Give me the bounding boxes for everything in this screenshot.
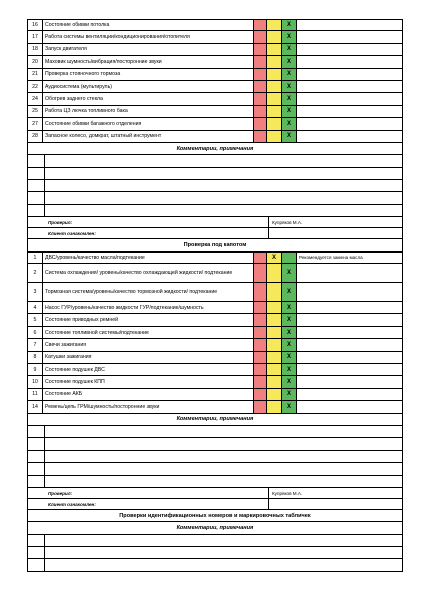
yellow-cell [267,20,282,30]
red-cell [254,283,267,301]
comments-title-2: Комментарии, примечания [27,414,403,426]
row-name: Проверка стояночного тормоза [43,69,254,80]
comments-title-1: Комментарии, примечания [27,143,403,155]
red-cell [254,401,267,412]
sign-divider [268,499,269,509]
checked-row-2 [27,488,403,499]
green-cell: X [282,131,297,142]
green-cell: X [282,118,297,129]
red-cell [254,314,267,325]
row-number: 20 [27,56,43,67]
yellow-cell [267,302,282,313]
yellow-cell [267,106,282,117]
row-number: 4 [27,302,43,313]
row-name: Маховик шумность/вибрация/посторонние звуки [43,56,254,67]
row-name: Состояние обивки потолка [43,20,254,30]
yellow-cell [267,31,282,42]
table-row [27,401,403,413]
row-name: Состояние подушек КПП [43,376,254,387]
checked-row-1 [27,217,403,228]
row-note: Рекомендуется замена масла [297,253,403,263]
yellow-cell [267,81,282,92]
table-row [27,56,403,68]
row-note [297,283,403,301]
green-cell: X [282,389,297,400]
table-row [27,31,403,43]
row-number: 7 [27,339,43,350]
green-cell: X [282,327,297,338]
row-name: Катушки зажигания [43,352,254,363]
green-cell: X [282,339,297,350]
row-name: ДВС/уровень/качество масла/подтекание [43,253,254,263]
red-cell [254,20,267,30]
table-row [27,106,403,118]
table-row [27,69,403,81]
row-name: Тормозная система/уровень/качество тормозной жидкости/ подтекание [43,283,254,301]
row-note [297,327,403,338]
sign-divider [268,228,269,238]
row-name: Работа системы вентиляции/кондиционирования/отопителя [43,31,254,42]
row-note [297,302,403,313]
row-number: 5 [27,314,43,325]
table-row [27,19,403,31]
green-cell: X [282,364,297,375]
blank-indent [28,476,45,487]
yellow-cell [267,118,282,129]
green-cell: X [282,20,297,30]
table-row [27,252,403,264]
row-note [297,31,403,42]
red-cell [254,264,267,282]
client-row-1 [27,228,403,239]
row-note [297,389,403,400]
table-row [27,131,403,143]
comments-lines-1 [27,155,403,217]
row-number: 6 [27,327,43,338]
row-number: 18 [27,44,43,55]
red-cell [254,131,267,142]
blank-indent [28,168,45,179]
comments-lines-3 [27,535,403,572]
blank-line [27,155,403,167]
green-cell: X [282,376,297,387]
blank-line [27,426,403,438]
blank-line [27,438,403,450]
green-cell: X [282,81,297,92]
client-label: Клиент ознакомлен: [48,501,96,507]
yellow-cell [267,93,282,104]
blank-line [27,476,403,488]
row-number: 8 [27,352,43,363]
row-number: 27 [27,118,43,129]
red-cell [254,389,267,400]
inspector-name: Купряков М.А. [272,220,303,226]
row-number: 28 [27,131,43,142]
red-cell [254,253,267,263]
blank-indent [28,547,45,558]
blank-line [27,180,403,192]
table-row [27,264,403,283]
row-note [297,20,403,30]
red-cell [254,352,267,363]
blank-line [27,192,403,204]
checked-label: Проверил: [48,490,73,496]
yellow-cell [267,69,282,80]
row-number: 22 [27,81,43,92]
green-cell: X [282,44,297,55]
red-cell [254,44,267,55]
row-number: 17 [27,31,43,42]
blank-line [27,451,403,463]
red-cell [254,81,267,92]
blank-indent [28,192,45,203]
row-note [297,81,403,92]
green-cell: X [282,352,297,363]
green-cell: X [282,106,297,117]
yellow-cell [267,327,282,338]
table-row [27,118,403,130]
row-name: Состояние топливной системы/подтекание [43,327,254,338]
green-cell: X [282,93,297,104]
green-cell: X [282,314,297,325]
blank-indent [28,180,45,191]
row-note [297,376,403,387]
blank-indent [28,535,45,546]
row-number: 3 [27,283,43,301]
red-cell [254,93,267,104]
green-cell: X [282,302,297,313]
table-row [27,314,403,326]
comments-title-3: Комментарии, примечания [27,522,403,534]
row-number: 14 [27,401,43,412]
table-row [27,93,403,105]
blank-line [27,559,403,571]
row-name: Свечи зажигания [43,339,254,350]
row-name: Состояние АКБ [43,389,254,400]
yellow-cell [267,376,282,387]
blank-indent [28,463,45,474]
row-number: 11 [27,389,43,400]
green-cell: X [282,264,297,282]
green-cell: X [282,401,297,412]
blank-line [27,205,403,217]
row-number: 9 [27,364,43,375]
blank-indent [28,451,45,462]
client-label: Клиент ознакомлен: [48,231,96,237]
client-row-2 [27,499,403,510]
row-note [297,56,403,67]
green-cell: X [282,283,297,301]
red-cell [254,31,267,42]
blank-indent [28,426,45,437]
row-note [297,93,403,104]
row-number: 21 [27,69,43,80]
row-note [297,44,403,55]
sign-divider [268,488,269,498]
blank-indent [28,559,45,570]
row-name: Ремень/цепь ГРМ/шумность/посторонние звуки [43,401,254,412]
red-cell [254,118,267,129]
row-number: 24 [27,93,43,104]
row-name: Система охлаждения/ уровень/качество охлаждающей жидкости/ подтекание [43,264,254,282]
yellow-cell [267,314,282,325]
table-row [27,376,403,388]
red-cell [254,376,267,387]
blank-line [27,547,403,559]
row-name: Состояние подушек ДВС [43,364,254,375]
sign-divider [268,217,269,227]
row-note [297,69,403,80]
table-row [27,364,403,376]
row-note [297,314,403,325]
row-number: 25 [27,106,43,117]
blank-line [27,535,403,547]
row-number: 2 [27,264,43,282]
yellow-cell [267,339,282,350]
yellow-cell [267,389,282,400]
table-row [27,283,403,302]
red-cell [254,302,267,313]
green-cell: X [282,56,297,67]
blank-indent [28,205,45,216]
row-name: Обогрев заднего стекла [43,93,254,104]
green-cell: X [282,69,297,80]
red-cell [254,69,267,80]
section1-table [27,19,403,143]
green-cell [282,253,297,263]
row-note [297,352,403,363]
inspector-name: Купряков М.А. [272,490,303,496]
row-name: Состояние обивки багажного отделения [43,118,254,129]
red-cell [254,56,267,67]
row-note [297,264,403,282]
blank-line [27,463,403,475]
yellow-cell [267,264,282,282]
row-note [297,131,403,142]
table-row [27,302,403,314]
table-row [27,339,403,351]
checked-label: Проверил: [48,220,73,226]
row-name: Состояние приводных ремней [43,314,254,325]
section2-table [27,252,403,414]
row-name: Насос ГУР/уровень/качество жидкости ГУР/подтекание/шумность [43,302,254,313]
yellow-cell [267,44,282,55]
row-name: Работа ЦЗ лючка топливного бака [43,106,254,117]
red-cell [254,106,267,117]
row-name: Аудиосистема (мультируль) [43,81,254,92]
table-row [27,352,403,364]
yellow-cell: X [267,253,282,263]
table-row [27,327,403,339]
table-row [27,389,403,401]
yellow-cell [267,283,282,301]
blank-line [27,168,403,180]
red-cell [254,339,267,350]
section3-title: Проверки идентификационных номеров и маркировочных табличек [27,510,403,522]
table-row [27,81,403,93]
row-note [297,401,403,412]
row-note [297,364,403,375]
row-name: Запасное колесо, домкрат, штатный инструмент [43,131,254,142]
row-number: 10 [27,376,43,387]
yellow-cell [267,131,282,142]
comments-lines-2 [27,426,403,488]
inspection-sheet [27,19,403,572]
blank-indent [28,438,45,449]
row-note [297,106,403,117]
red-cell [254,327,267,338]
red-cell [254,364,267,375]
yellow-cell [267,364,282,375]
row-note [297,339,403,350]
section2-title: Проверка под капотом [27,239,403,251]
yellow-cell [267,56,282,67]
table-row [27,44,403,56]
yellow-cell [267,352,282,363]
row-number: 1 [27,253,43,263]
yellow-cell [267,401,282,412]
blank-indent [28,155,45,166]
green-cell: X [282,31,297,42]
row-name: Запуск двигателя [43,44,254,55]
row-number: 16 [27,20,43,30]
row-note [297,118,403,129]
